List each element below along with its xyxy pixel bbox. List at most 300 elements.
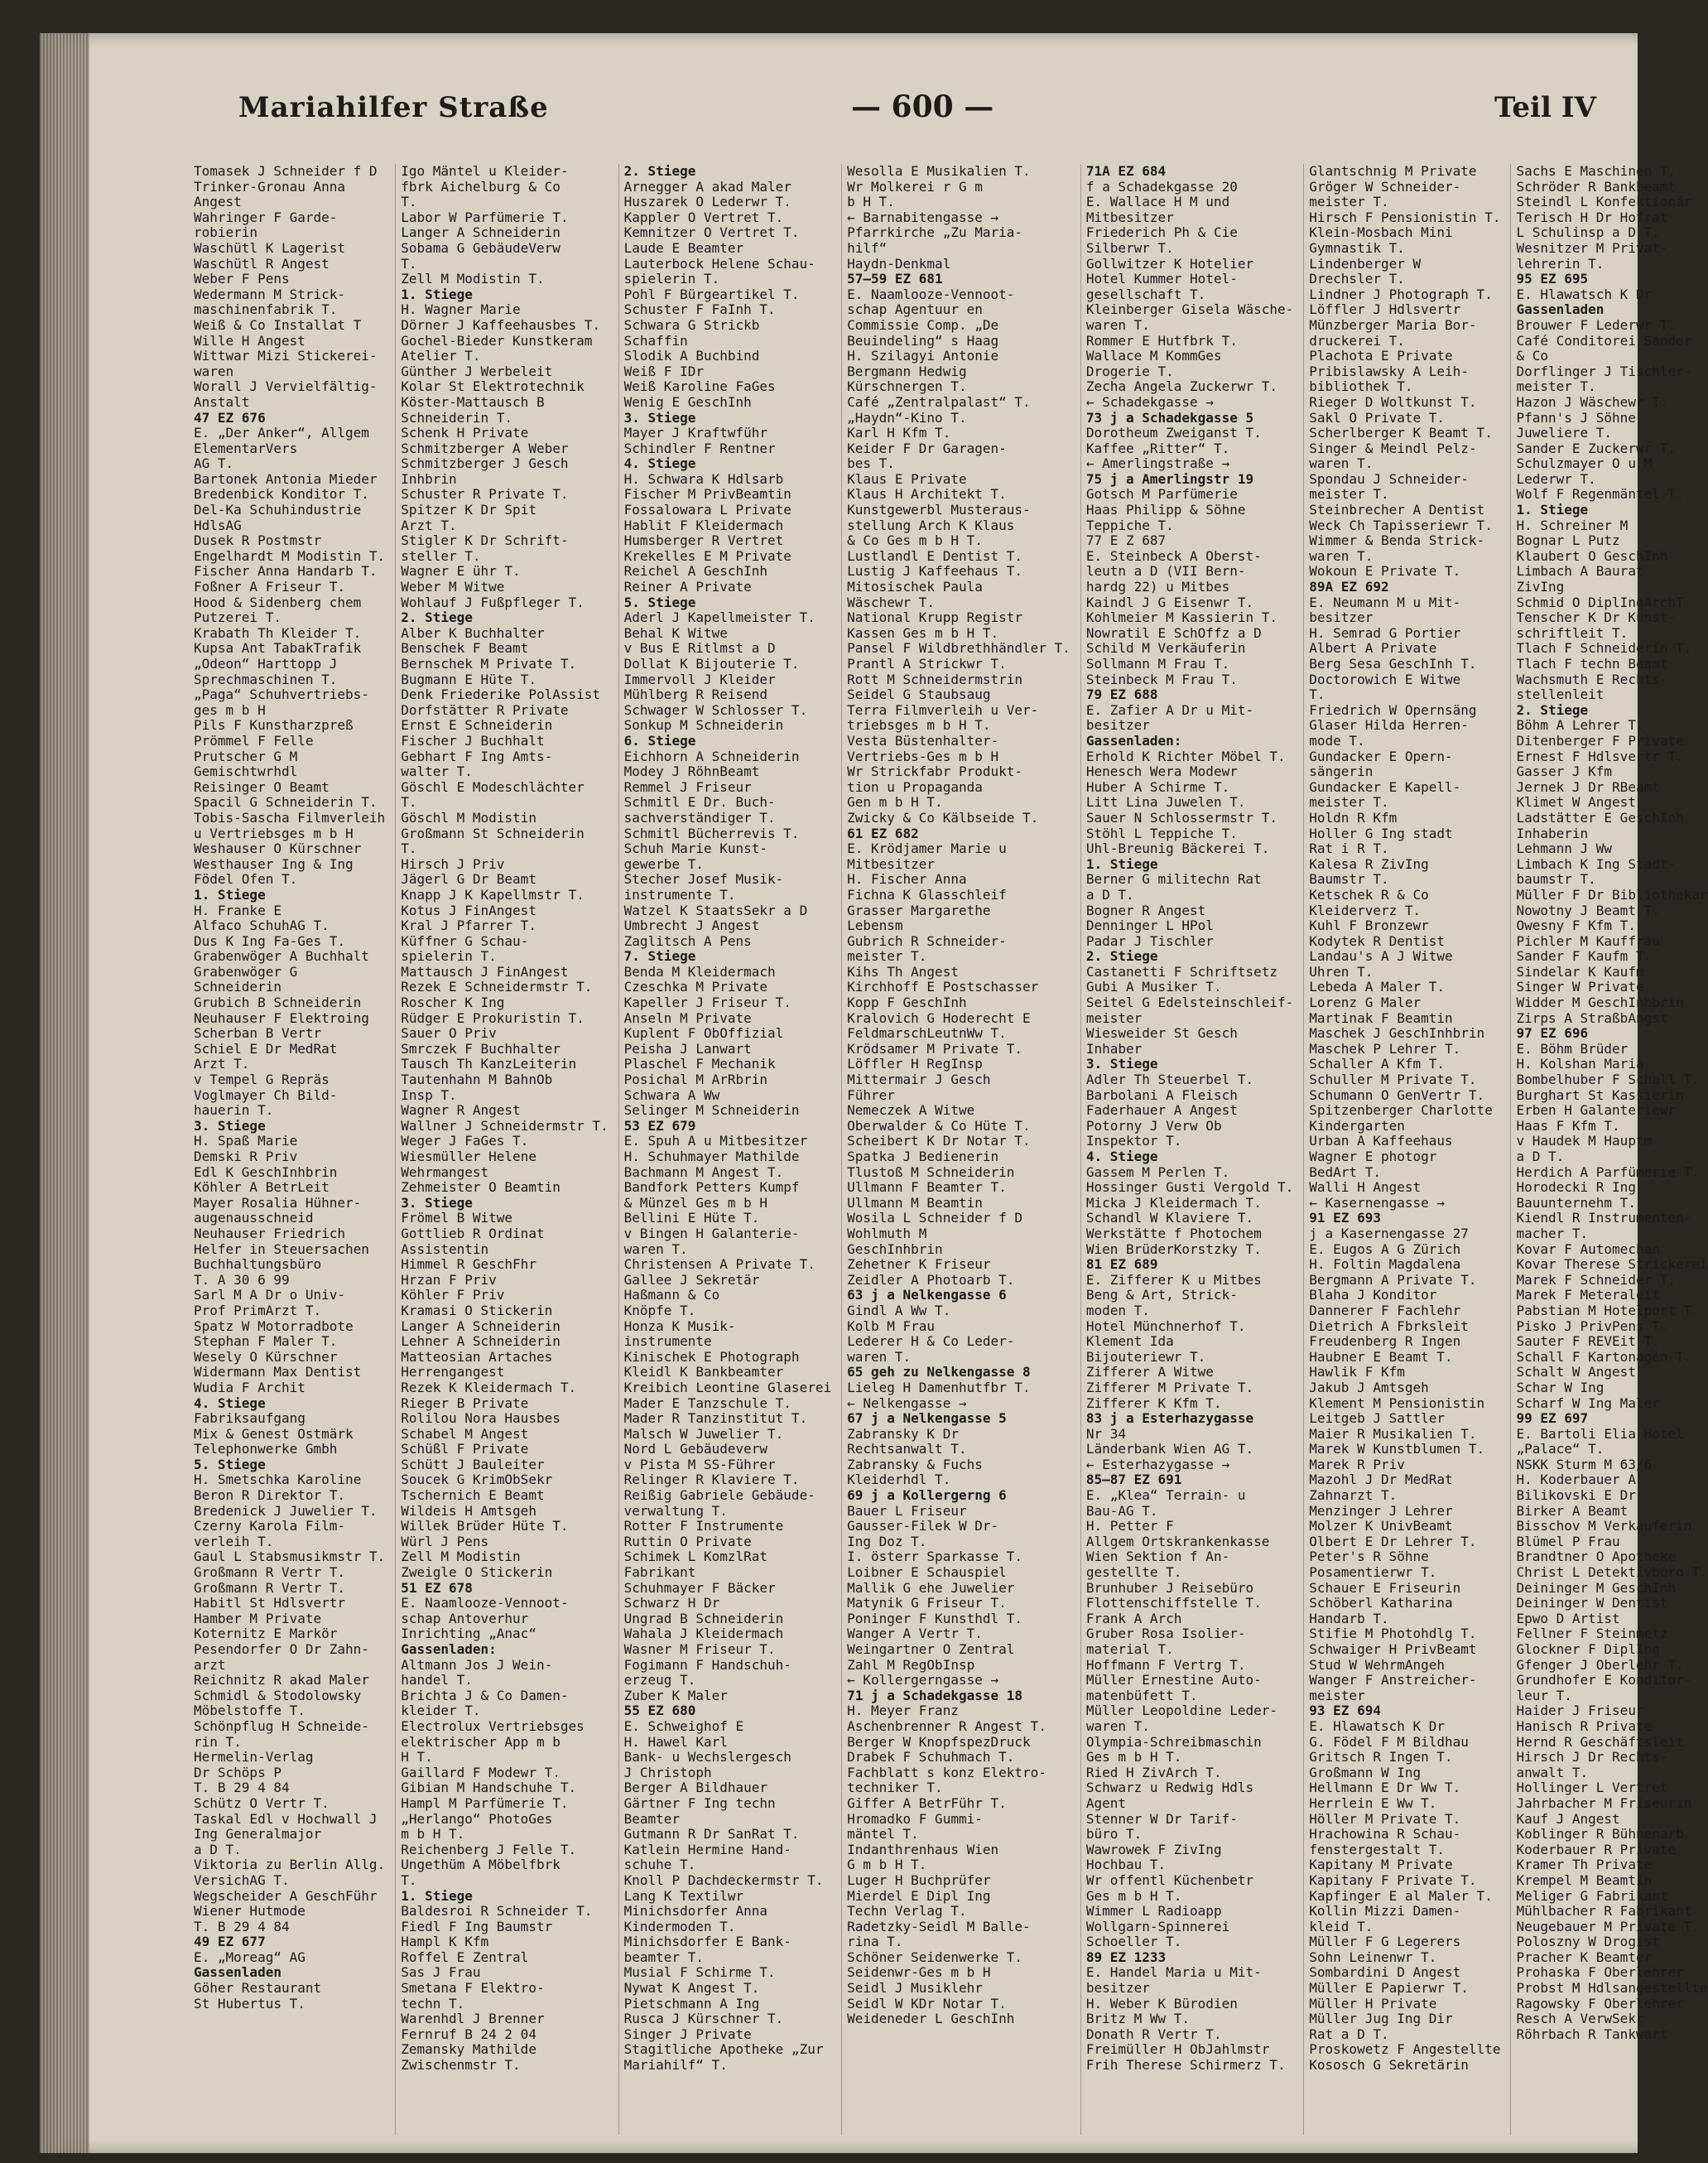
directory-entry: Inhaberin: [1516, 825, 1589, 841]
directory-entry: Drabek F Schuhmach T.: [847, 1749, 1015, 1766]
directory-entry: Nord L Gebäudeverw: [623, 1441, 768, 1457]
directory-entry: Schenk H Private: [401, 425, 529, 441]
directory-entry: Birker A Beamt: [1516, 1502, 1629, 1519]
directory-entry: v Pista M SS-Führer: [623, 1456, 776, 1472]
directory-entry: ← Esterhazygasse →: [1085, 1456, 1230, 1472]
directory-entry: ← Kollergerngasse →: [847, 1672, 999, 1688]
directory-entry: Immervoll J Kleider: [623, 671, 776, 687]
directory-entry: Führer: [847, 1086, 895, 1103]
directory-entry: Steindl L Konfektionär: [1516, 194, 1692, 210]
directory-entry: Inspektor T.: [1085, 1133, 1182, 1149]
directory-entry: hardg 22) u Mitbes: [1085, 579, 1230, 595]
directory-entry: Zell M Modistin: [401, 1549, 521, 1565]
directory-entry: VersichAG T.: [194, 1872, 290, 1888]
directory-entry: Hollinger L Vertret: [1516, 1780, 1668, 1796]
directory-entry: techn T.: [401, 1995, 465, 2011]
directory-entry: waren T.: [1309, 455, 1374, 472]
directory-entry: Lehmann J Ww: [1516, 841, 1613, 857]
directory-entry: Loibner E Schauspiel: [847, 1564, 1007, 1581]
directory-entry: Zehmeister O Beamtin: [401, 1179, 561, 1196]
street-title: Mariahilfer Straße: [238, 91, 549, 124]
directory-column-3: [618, 164, 831, 2135]
directory-entry: Hamber M Private: [194, 1610, 322, 1626]
directory-entry: Freimüller H ObJahlmstr: [1085, 2041, 1270, 2058]
directory-entry: a D T.: [1516, 1149, 1565, 1164]
directory-entry: Bijouteriewr T.: [1085, 1348, 1206, 1365]
directory-entry: Waschütl R Angest: [194, 255, 330, 272]
directory-entry: Vertriebs-Ges m b H: [847, 748, 999, 764]
directory-entry: Alfaco SchuhAG T.: [194, 918, 330, 934]
directory-entry: Schuhmayer F Bäcker: [623, 1579, 776, 1596]
directory-entry: Grasser Margarethe: [847, 902, 991, 918]
directory-entry: Wokoun E Private T.: [1309, 563, 1461, 580]
directory-entry: Kunstgewerbl Musteraus-: [847, 502, 1031, 518]
directory-entry: Neuhauser F Elektroing: [194, 1009, 369, 1026]
directory-entry: H. Meyer Franz: [847, 1703, 959, 1719]
directory-entry: Walli H Angest: [1309, 1179, 1422, 1196]
directory-entry: H. Weber K Bürodien: [1085, 1995, 1238, 2011]
directory-entry: T. B 29 4 84: [194, 1780, 290, 1796]
directory-entry: Schindler F Rentner: [623, 440, 776, 456]
directory-entry: leutn a D (VII Bern-: [1085, 563, 1246, 580]
directory-entry: Altmann Jos J Wein-: [401, 1656, 553, 1673]
directory-entry: Schmitl E Dr. Buch-: [623, 794, 776, 811]
directory-entry: Fischer J Buchhalt: [401, 732, 545, 749]
directory-entry: GeschInhbrin: [847, 1240, 943, 1257]
directory-entry: 4. Stiege: [623, 455, 696, 472]
directory-entry: Gaul L Stabsmusikmstr T.: [194, 1549, 386, 1565]
directory-entry: Schmitzberger J Gesch: [401, 455, 569, 472]
directory-entry: 65 geh zu Nelkengasse 8: [847, 1364, 1031, 1380]
directory-entry: Potorny J Verw Ob: [1085, 1117, 1222, 1134]
directory-entry: Haydn-Denkmal: [847, 255, 951, 272]
directory-entry: E. Wallace H M und: [1085, 194, 1230, 210]
directory-entry: H. Smetschka Karoline: [194, 1472, 362, 1488]
directory-entry: Haubner E Beamt T.: [1309, 1348, 1453, 1365]
directory-entry: Lieleg H Damenhutfbr T.: [847, 1379, 1031, 1395]
directory-entry: Proskowetz F Angestellte: [1309, 2041, 1501, 2058]
directory-entry: Drogerie T.: [1085, 363, 1174, 379]
directory-entry: v Bus E Ritlmst a D: [623, 640, 776, 657]
directory-entry: Ernest F Hdlsvertr T.: [1516, 748, 1684, 764]
directory-entry: Hirsch J Dr Rechts-: [1516, 1749, 1668, 1766]
directory-entry: Watzel K StaatsSekr a D: [623, 902, 808, 918]
directory-entry: Dus K Ing Fa-Ges T.: [194, 932, 346, 949]
directory-entry: Mierdel E Dipl Ing: [847, 1887, 991, 1904]
directory-entry: Seidenwr-Ges m b H: [847, 1964, 991, 1981]
directory-entry: Beamter: [623, 1810, 681, 1827]
directory-entry: Schumann O GenVertr T.: [1309, 1086, 1485, 1103]
directory-entry: Maier R Musikalien T.: [1309, 1425, 1477, 1442]
directory-entry: Tlach F techn Beamt: [1516, 656, 1668, 672]
directory-entry: Del-Ka Schuhindustrie: [194, 502, 362, 518]
directory-entry: 1. Stiege: [401, 286, 473, 302]
directory-entry: Ullmann M Beamtin: [847, 1194, 983, 1211]
directory-entry: Landau's A J Witwe: [1309, 948, 1453, 965]
directory-entry: Rolilou Nora Hausbes: [401, 1410, 561, 1427]
directory-entry: f a Schadekgasse 20: [1085, 178, 1238, 195]
directory-entry: Dorotheum Zweiganst T.: [1085, 425, 1262, 441]
directory-entry: Gymnastik T.: [1309, 239, 1405, 256]
directory-entry: Fogimann F Handschuh-: [623, 1656, 791, 1673]
directory-entry: H. Koderbauer A: [1516, 1472, 1636, 1488]
directory-entry: „Paga“ Schuhvertriebs-: [194, 686, 369, 703]
directory-entry: Kupsa Ant TabakTrafik: [194, 640, 362, 657]
directory-entry: Tobis-Sascha Filmverleih: [194, 809, 386, 826]
directory-entry: Wallace M KommGes: [1085, 348, 1222, 364]
directory-entry: Wagner R Angest: [401, 1102, 521, 1119]
directory-entry: Burghart St Kassierin: [1516, 1086, 1684, 1103]
directory-entry: Ernst E Schneiderin: [401, 717, 553, 734]
directory-entry: Schuh Marie Kunst-: [623, 841, 768, 857]
directory-entry: Gruber Rosa Isolier-: [1085, 1626, 1246, 1642]
directory-entry: Martinak F Beamtin: [1309, 1009, 1453, 1026]
directory-entry: Mittermair J Gesch: [847, 1072, 991, 1088]
directory-entry: Hirsch F Pensionistin T.: [1309, 209, 1501, 225]
directory-entry: Beng & Art, Strick-: [1085, 1287, 1238, 1303]
directory-entry: Lindner J Photograph T.: [1309, 286, 1493, 302]
directory-entry: Stöhl L Teppiche T.: [1085, 825, 1238, 841]
directory-entry: Reichenberg J Felle T.: [401, 1841, 577, 1857]
directory-entry: Westhauser Ing & Ing: [194, 855, 354, 872]
directory-entry: Zahl M RegObInsp: [847, 1656, 975, 1673]
directory-entry: J Christoph: [623, 1764, 712, 1780]
directory-entry: Pohl F Bürgeartikel T.: [623, 286, 800, 302]
directory-entry: Rüdger E Prokuristin T.: [401, 1009, 585, 1026]
directory-entry: Vesta Büstenhalter-: [847, 732, 999, 749]
directory-entry: Humsberger R Vertret: [623, 532, 784, 549]
directory-entry: Böhm A Lehrer T.: [1516, 717, 1644, 734]
directory-entry: Ing Doz T.: [847, 1533, 927, 1549]
directory-entry: Hromadko F Gummi-: [847, 1810, 983, 1827]
directory-entry: E. Krödjamer Marie u: [847, 841, 1007, 857]
directory-entry: Christ L Detektivbüro T.: [1516, 1564, 1708, 1581]
directory-entry: ← Nelkengasse →: [847, 1395, 967, 1411]
directory-entry: T.: [401, 794, 417, 811]
directory-entry: Kotus J FinAngest: [401, 902, 536, 918]
directory-entry: Wolf F Regenmäntel T.: [1516, 486, 1684, 503]
directory-entry: Drechsler T.: [1309, 271, 1405, 287]
directory-entry: Poninger F Kunsthdl T.: [847, 1610, 1023, 1626]
directory-entry: Lindenberger W: [1309, 255, 1422, 272]
directory-entry: steller T.: [401, 547, 481, 564]
directory-entry: Willek Brüder Hüte T.: [401, 1518, 569, 1534]
directory-entry: Wawrowek F ZivIng: [1085, 1841, 1222, 1857]
directory-entry: E. „Der Anker“, Allgem: [194, 425, 369, 441]
directory-entry: Leitgeb J Sattler: [1309, 1410, 1446, 1427]
directory-entry: fenstergestalt T.: [1309, 1841, 1446, 1857]
directory-entry: Koternitz E Markör: [194, 1626, 338, 1642]
directory-entry: Minichsdorfer E Bank-: [623, 1934, 791, 1950]
directory-entry: G m b H T.: [847, 1857, 927, 1873]
directory-entry: Pils F Kunstharzpreß: [194, 717, 354, 734]
directory-entry: Wien BrüderKorstzky T.: [1085, 1240, 1262, 1257]
directory-entry: Födel Ofen T.: [194, 871, 298, 888]
directory-entry: Schabel M Angest: [401, 1425, 529, 1442]
directory-entry: meister T.: [1309, 794, 1389, 811]
directory-entry: Weck Ch Tapisseriewr T.: [1309, 517, 1493, 533]
directory-entry: Kapfinger E al Maler T.: [1309, 1887, 1493, 1904]
directory-entry: Wanger A Vertr T.: [847, 1626, 983, 1642]
directory-entry: Dollat K Bijouterie T.: [623, 656, 800, 672]
directory-entry: Nowratil E SchOffz a D: [1085, 624, 1262, 641]
directory-entry: schap Agentuur en: [847, 301, 983, 318]
directory-entry: Wallner J Schneidermstr T.: [401, 1117, 609, 1134]
directory-entry: Prantl A Strickwr T.: [847, 656, 1007, 672]
directory-entry: fbrk Aichelburg & Co: [401, 178, 561, 195]
directory-entry: Pribislawsky A Leih-: [1309, 363, 1469, 379]
directory-entry: ElementarVers: [194, 440, 298, 456]
directory-entry: Klimet W Angest: [1516, 794, 1636, 811]
directory-entry: Behal K Witwe: [623, 624, 728, 641]
directory-entry: Adler Th Steuerbel T.: [1085, 1072, 1254, 1088]
directory-entry: Kleinberger Gisela Wäsche-: [1085, 301, 1294, 318]
directory-entry: meister: [1085, 1009, 1143, 1026]
directory-entry: Erhold K Richter Möbel T.: [1085, 748, 1286, 764]
directory-entry: Arzt T.: [194, 1056, 250, 1072]
directory-entry: verleih T.: [194, 1533, 274, 1549]
directory-entry: Schoeller T.: [1085, 1934, 1182, 1950]
directory-entry: Atelier T.: [401, 348, 481, 364]
directory-entry: Hrzan F Priv: [401, 1271, 497, 1288]
directory-entry: Jägerl G Dr Beamt: [401, 871, 536, 888]
directory-entry: Dörner J Kaffeehausbes T.: [401, 316, 601, 333]
directory-entry: Assistentin: [401, 1240, 489, 1257]
directory-entry: Gubrich R Schneider-: [847, 932, 1007, 949]
directory-entry: Kapeller J Friseur T.: [623, 995, 791, 1011]
directory-entry: Haas F Kfm T.: [1516, 1117, 1620, 1134]
directory-entry: Schaller A Kfm T.: [1309, 1056, 1446, 1072]
directory-entry: St Hubertus T.: [194, 1995, 306, 2011]
directory-entry: Flottenschiffstelle T.: [1085, 1595, 1262, 1611]
directory-entry: Weiß & Co Installat T: [194, 316, 362, 333]
directory-entry: matenbüfett T.: [1085, 1687, 1198, 1703]
directory-entry: National Krupp Registr: [847, 609, 1023, 626]
directory-entry: Rusca J Kürschner T.: [623, 2011, 784, 2027]
directory-entry: Hotel Münchnerhof T.: [1085, 1318, 1246, 1334]
directory-entry: Weingartner O Zentral: [847, 1641, 1015, 1657]
directory-entry: Czerny Karola Film-: [194, 1518, 346, 1534]
directory-entry: Grubich B Schneiderin: [194, 995, 362, 1011]
directory-entry: Smetana F Elektro-: [401, 1980, 545, 1997]
directory-entry: Foßner A Friseur T.: [194, 579, 346, 595]
directory-entry: Insp T.: [401, 1086, 457, 1103]
directory-entry: Schild M Verkäuferin: [1085, 640, 1246, 657]
directory-entry: Giffer A BetrFühr T.: [847, 1794, 1007, 1811]
directory-entry: Wiesweider St Gesch: [1085, 1025, 1238, 1042]
directory-entry: Wimmer L Radioapp: [1085, 1903, 1222, 1920]
directory-entry: Kappler O Vertret T.: [623, 209, 784, 225]
directory-entry: Fernruf B 24 2 04: [401, 2026, 536, 2042]
directory-entry: Deininger M GeschInh: [1516, 1579, 1677, 1596]
directory-entry: Friedrich W Opernsäng: [1309, 701, 1477, 718]
directory-entry: Padar J Tischler: [1085, 932, 1214, 949]
directory-entry: Christensen A Private T.: [623, 1256, 816, 1273]
directory-entry: schuhe T.: [623, 1857, 696, 1873]
directory-entry: FeldmarschLeutnWw T.: [847, 1025, 1007, 1042]
directory-entry: T.: [401, 841, 417, 857]
directory-entry: Pracher K Beamter: [1516, 1949, 1653, 1965]
directory-entry: tion u Propaganda: [847, 778, 983, 795]
directory-entry: Fabrikant: [623, 1564, 696, 1581]
directory-column-1: [189, 164, 385, 2135]
page-number: — 600 —: [851, 89, 994, 124]
directory-entry: Terra Filmverleih u Ver-: [847, 701, 1039, 718]
directory-entry: Dr Schöps P: [194, 1764, 281, 1780]
directory-entry: mode T.: [1309, 732, 1365, 749]
directory-entry: Mitosischek Paula: [847, 579, 983, 595]
directory-entry: Schröder R Bankbeamt: [1516, 178, 1677, 195]
directory-entry: Köhler F Priv: [401, 1287, 505, 1303]
directory-entry: Knöpfe T.: [623, 1302, 696, 1318]
directory-entry: Schütt J Bauleiter: [401, 1456, 545, 1472]
directory-entry: Gritsch R Ingen T.: [1309, 1749, 1453, 1766]
directory-entry: Wegscheider A GeschFühr: [194, 1887, 378, 1904]
directory-entry: Dorflinger J Tischler-: [1516, 363, 1692, 379]
directory-entry: spielerin T.: [401, 948, 497, 965]
directory-entry: Gärtner F Ing techn: [623, 1794, 776, 1811]
directory-entry: gestellte T.: [1085, 1564, 1182, 1581]
directory-entry: Olbert E Dr Lehrer T.: [1309, 1533, 1477, 1549]
directory-entry: Radetzky-Seidl M Balle-: [847, 1918, 1031, 1934]
directory-entry: Zirps A StraßbAngst: [1516, 1009, 1668, 1026]
directory-entry: Poloszny W Drogist: [1516, 1934, 1660, 1950]
directory-entry: Bogner R Angest: [1085, 902, 1206, 918]
directory-entry: Rezek E Schneidermstr T.: [401, 979, 593, 995]
directory-entry: stellung Arch K Klaus: [847, 517, 1015, 533]
directory-entry: & Co: [1516, 348, 1548, 364]
directory-entry: Lederwr T.: [1516, 470, 1596, 487]
directory-entry: Benschek F Beamt: [401, 640, 529, 657]
directory-entry: Rieger D Woltkunst T.: [1309, 393, 1477, 410]
directory-entry: Weiß F IDr: [623, 363, 704, 379]
directory-entry: spielerin T.: [623, 271, 720, 287]
directory-entry: Pfarrkirche „Zu Maria-: [847, 224, 1023, 241]
directory-entry: Herdich A Parfümerie T.: [1516, 1163, 1701, 1180]
directory-entry: H. Szilagyi Antonie: [847, 348, 999, 364]
directory-entry: Inrichting „Anac“: [401, 1626, 536, 1642]
directory-entry: Göher Restaurant: [194, 1980, 322, 1997]
directory-column-2: [395, 164, 608, 2135]
directory-entry: Schneiderin T.: [401, 409, 513, 426]
directory-entry: moden T.: [1085, 1302, 1150, 1318]
directory-entry: Ried H ZivArch T.: [1085, 1764, 1222, 1780]
directory-entry: Posamentierwr T.: [1309, 1564, 1437, 1581]
directory-entry: Berg Sesa GeschInh T.: [1309, 656, 1477, 672]
directory-entry: Höller M Private T.: [1309, 1810, 1461, 1827]
directory-entry: 71A EZ 684: [1085, 163, 1167, 179]
directory-entry: Fiedl F Ing Baumstr: [401, 1918, 553, 1934]
directory-entry: Hellmann E Dr Ww T.: [1309, 1780, 1461, 1796]
directory-entry: Hochbau T.: [1085, 1857, 1167, 1873]
directory-entry: ges m b H: [194, 701, 266, 718]
directory-entry: beamter T.: [623, 1949, 704, 1965]
directory-entry: Katlein Hermine Hand-: [623, 1841, 791, 1857]
directory-entry: Tomasek J Schneider f D: [194, 163, 378, 179]
directory-entry: v Bingen H Galanterie-: [623, 1225, 800, 1241]
directory-entry: Sander E Zuckerwr T.: [1516, 440, 1677, 456]
directory-entry: Plachota E Private: [1309, 348, 1453, 364]
directory-entry: Spitzenberger Charlotte: [1309, 1102, 1493, 1119]
directory-entry: Berger A Bildhauer: [623, 1780, 768, 1796]
directory-entry: Sarl M A Dr o Univ-: [194, 1287, 346, 1303]
directory-entry: Gröger W Schneider-: [1309, 178, 1461, 195]
directory-entry: Hazon J Wäschewr T.: [1516, 393, 1668, 410]
directory-entry: waren T.: [847, 1348, 912, 1365]
directory-entry: Denninger L HPol: [1085, 918, 1214, 934]
directory-entry: E. „Moreag“ AG: [194, 1949, 306, 1965]
directory-entry: Wäschewr T.: [847, 594, 936, 610]
directory-entry: Zehetner K Friseur: [847, 1256, 991, 1273]
directory-entry: Kolb M Frau: [847, 1318, 936, 1334]
directory-entry: Hablit F Kleidermach: [623, 517, 784, 533]
directory-entry: Lederer H & Co Leder-: [847, 1333, 1015, 1350]
directory-entry: Handarb T.: [1309, 1610, 1389, 1626]
directory-entry: 61 EZ 682: [847, 825, 919, 841]
directory-entry: Rotter F Instrumente: [623, 1518, 784, 1534]
directory-entry: Gausser-Filek W Dr-: [847, 1518, 999, 1534]
directory-entry: Anseln M Private: [623, 1009, 752, 1026]
directory-entry: Nowotny J Beamt T.: [1516, 902, 1660, 918]
directory-entry: Zuber K Maler: [623, 1687, 728, 1703]
directory-entry: Warenhdl J Brenner: [401, 2011, 545, 2027]
directory-entry: Marek R Priv: [1309, 1456, 1405, 1472]
directory-entry: Mariahilf“ T.: [623, 2057, 728, 2074]
directory-entry: Trinker-Gronau Anna: [194, 178, 346, 195]
directory-entry: Göschl E Modeschlächter: [401, 778, 585, 795]
directory-column-6: [1303, 164, 1500, 2135]
directory-entry: 1. Stiege: [1085, 855, 1158, 872]
directory-entry: Hoffmann F Vertrg T.: [1085, 1656, 1246, 1673]
directory-entry: 2. Stiege: [401, 609, 473, 626]
directory-entry: Baumstr T.: [1309, 871, 1389, 888]
directory-entry: Albert A Private: [1309, 640, 1437, 657]
directory-entry: Reichel A GeschInh: [623, 563, 768, 580]
directory-entry: Keider F Dr Garagen-: [847, 440, 1007, 456]
directory-entry: Beuindeling“ s Haag: [847, 332, 999, 349]
directory-entry: sängerin: [1309, 764, 1374, 780]
directory-entry: Spitzer K Dr Spit: [401, 502, 536, 518]
directory-entry: E. Handel Maria u Mit-: [1085, 1964, 1262, 1981]
directory-entry: Sander F Kaufm T.: [1516, 948, 1653, 965]
directory-entry: Engelhardt M Modistin T.: [194, 547, 386, 564]
directory-entry: Huber A Schirme T.: [1085, 778, 1230, 795]
directory-entry: material T.: [1085, 1641, 1174, 1657]
directory-entry: Schwaiger H PrivBeamt: [1309, 1641, 1477, 1657]
directory-entry: Relinger R Klaviere T.: [623, 1472, 800, 1488]
directory-entry: Gubi A Musiker T.: [1085, 979, 1222, 995]
directory-entry: Haas Philipp & Söhne: [1085, 502, 1246, 518]
directory-entry: 77 E Z 687: [1085, 532, 1167, 549]
directory-entry: arzt: [194, 1656, 226, 1673]
directory-entry: Bredenbick Konditor T.: [194, 486, 369, 503]
directory-entry: Schöberl Katharina: [1309, 1595, 1453, 1611]
directory-entry: bes T.: [847, 455, 895, 472]
directory-entry: Fellner F Steinmetz: [1516, 1626, 1668, 1642]
directory-entry: Lebensm: [847, 918, 903, 934]
directory-entry: Schimek L KomzlRat: [623, 1549, 768, 1565]
directory-entry: Klaus H Architekt T.: [847, 486, 1007, 503]
directory-entry: Labor W Parfümerie T.: [401, 209, 569, 225]
directory-entry: Mattausch J FinAngest: [401, 963, 569, 980]
directory-entry: Epwo D Artist: [1516, 1610, 1620, 1626]
directory-entry: Jernek J Dr RBeamt: [1516, 778, 1660, 795]
directory-entry: Rommer E Hutfbrk T.: [1085, 332, 1238, 349]
directory-entry: E. Eugos A G Zürich: [1309, 1240, 1461, 1257]
directory-entry: Buchhaltungsbüro: [194, 1256, 322, 1273]
directory-entry: Blaha J Konditor: [1309, 1287, 1437, 1303]
directory-entry: Honza K Musik-: [623, 1318, 736, 1334]
